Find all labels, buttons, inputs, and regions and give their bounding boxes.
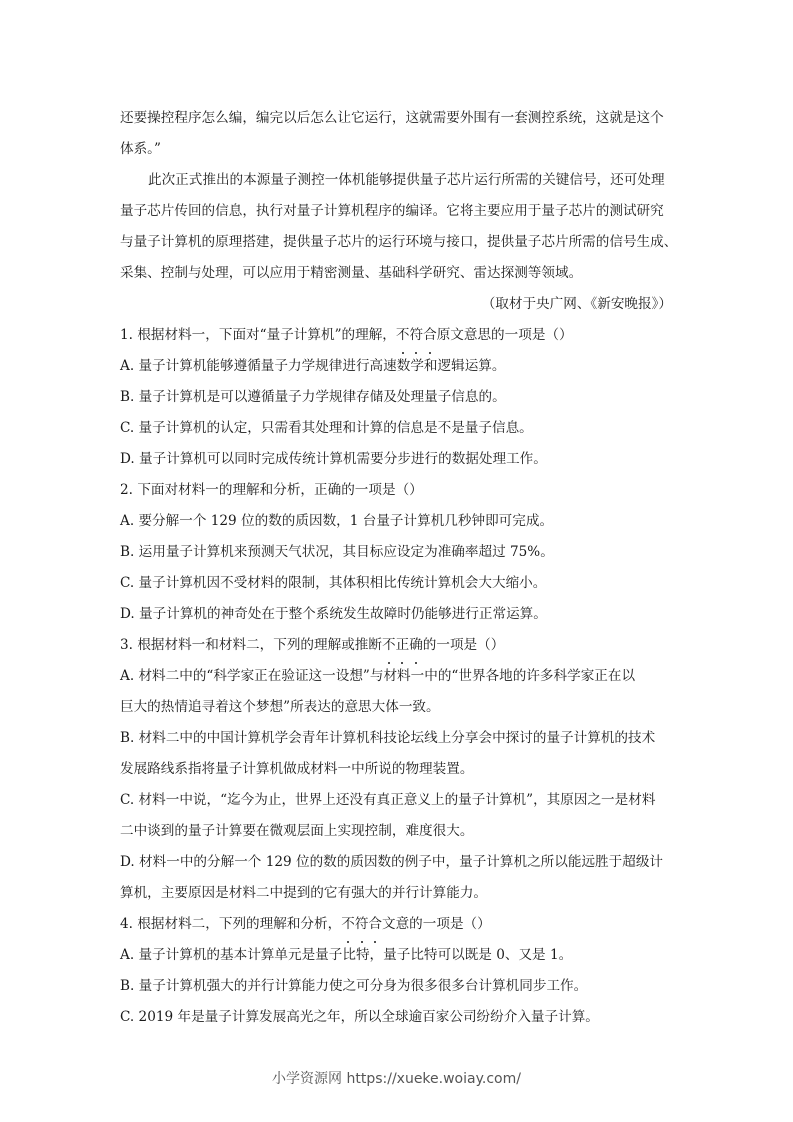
question-number: 1. [120,327,133,343]
option-b: B. 量子计算机强大的并行计算能力使之可分身为很多很多台计算机同步工作。 [120,978,588,994]
emphasis-char: 符 [355,909,369,940]
option-d: D. 量子计算机可以同时完成传统计算机需要分步进行的数据处理工作。 [120,451,547,467]
option-c: C. 量子计算机因不受材料的限制，其体积相比传统计算机会大大缩小。 [120,575,547,591]
passage-line: 量子芯片传回的信息，执行对量子计算机程序的编译。它将主要应用于量子芯片的测试研究 [120,203,664,219]
option-line: C. 材料一中说，“迄今为止，世界上还没有真正意义上的量子计算机”，其原因之一是材料 [120,792,656,808]
stem-text: 根据材料一和材料二，下列的理解或推断 [137,637,382,653]
option-line: 二中谈到的量子计算要在微观层面上实现控制，难度很大。 [120,823,474,839]
stem-text: 的一项是（） [422,637,505,653]
passage-line: 此次正式推出的本源量子测控一体机能够提供量子芯片运行所需的关键信号，还可处理 [148,172,665,188]
option-a: A. 量子计算机能够遵循量子力学规律进行高速数学和逻辑运算。 [120,358,506,374]
option-a [120,661,672,723]
question-stem [120,475,672,506]
question-stem [120,320,672,351]
question-number: 4. [120,916,133,932]
option-line: A. 材料二中的“科学家正在验证这一设想”与材料一中的“世界各地的许多科学家正在以 [120,668,636,684]
source-citation: （取材于央广网、《新安晚报》） [481,296,672,312]
option-c [120,785,672,847]
stem-text: 根据材料二，下列的理解和分析， [137,916,342,932]
stem-text: 根据材料一，下面对“量子计算机”的理解， [137,327,396,343]
option-a: A. 量子计算机的基本计算单元是量子比特，量子比特可以既是 0、又是 1。 [120,947,573,963]
question-stem [120,630,672,661]
passage-paragraph [120,165,678,289]
emphasis-char: 确 [409,630,423,661]
passage-line: 采集、控制与处理，可以应用于精密测量、基础科学研究、雷达探测等领域。 [120,265,583,281]
passage-line: 还要操控程序怎么编，编完以后怎么让它运行，这就需要外围有一套测控系统，这就是这个 [120,110,664,126]
stem-text: 原文意思的一项是（） [436,327,573,343]
option-d [120,847,672,909]
option-line: B. 材料二中的中国计算机学会青年计算机科技论坛线上分享会中探讨的量子计算机的技术 [120,730,656,746]
question-4 [120,909,672,1033]
emphasis-char: 符 [410,320,424,351]
option-d: D. 量子计算机的神奇处在于整个系统发生故障时仍能够进行正常运算。 [120,606,547,622]
option-line: 发展路线系指将量子计算机做成材料一中所说的物理装置。 [120,761,474,777]
question-1 [120,320,672,475]
question-stem [120,909,672,940]
option-c: C. 量子计算机的认定，只需看其处理和计算的信息是不是量子信息。 [120,420,533,436]
emphasis-char: 不 [382,630,396,661]
option-b [120,723,672,785]
stem-text: 下面对材料一的理解和分析，正确的一项是（） [137,482,423,498]
question-number: 3. [120,637,133,653]
stem-text: 文意的一项是（） [382,916,491,932]
option-line: 巨大的热情追寻着这个梦想”所表达的意思大体一致。 [120,699,440,715]
question-number: 2. [120,482,133,498]
passage-line: 与量子计算机的原理搭建，提供量子芯片的运行环境与接口，提供量子芯片所需的信号生成、 [120,234,678,250]
question-2 [120,475,672,630]
emphasis-char: 合 [368,909,382,940]
emphasis-char: 合 [423,320,437,351]
document-page [120,103,678,1033]
emphasis-char: 不 [341,909,355,940]
option-a: A. 要分解一个 129 位的数的质因数，1 台量子计算机几秒钟即可完成。 [120,513,554,529]
option-line: D. 材料一中的分解一个 129 位的数的质因数的例子中，量子计算机之所以能远胜于超级计 [120,854,664,870]
option-b: B. 运用量子计算机来预测天气状况，其目标应设定为准确率超过 75%。 [120,544,554,560]
option-c: C. 2019 年是量子计算发展高光之年，所以全球逾百家公司纷纷介入量子计算。 [120,1009,599,1025]
emphasis-char: 正 [396,630,410,661]
question-3 [120,630,672,909]
passage-line: 体系。” [120,141,161,157]
option-line: 算机，主要原因是材料二中提到的它有强大的并行计算能力。 [120,885,488,901]
emphasis-char: 不 [396,320,410,351]
footer-watermark: 小学资源网 https://xueke.woiay.com/ [272,1071,521,1087]
option-b: B. 量子计算机是可以遵循量子力学规律存储及处理量子信息的。 [120,389,506,405]
